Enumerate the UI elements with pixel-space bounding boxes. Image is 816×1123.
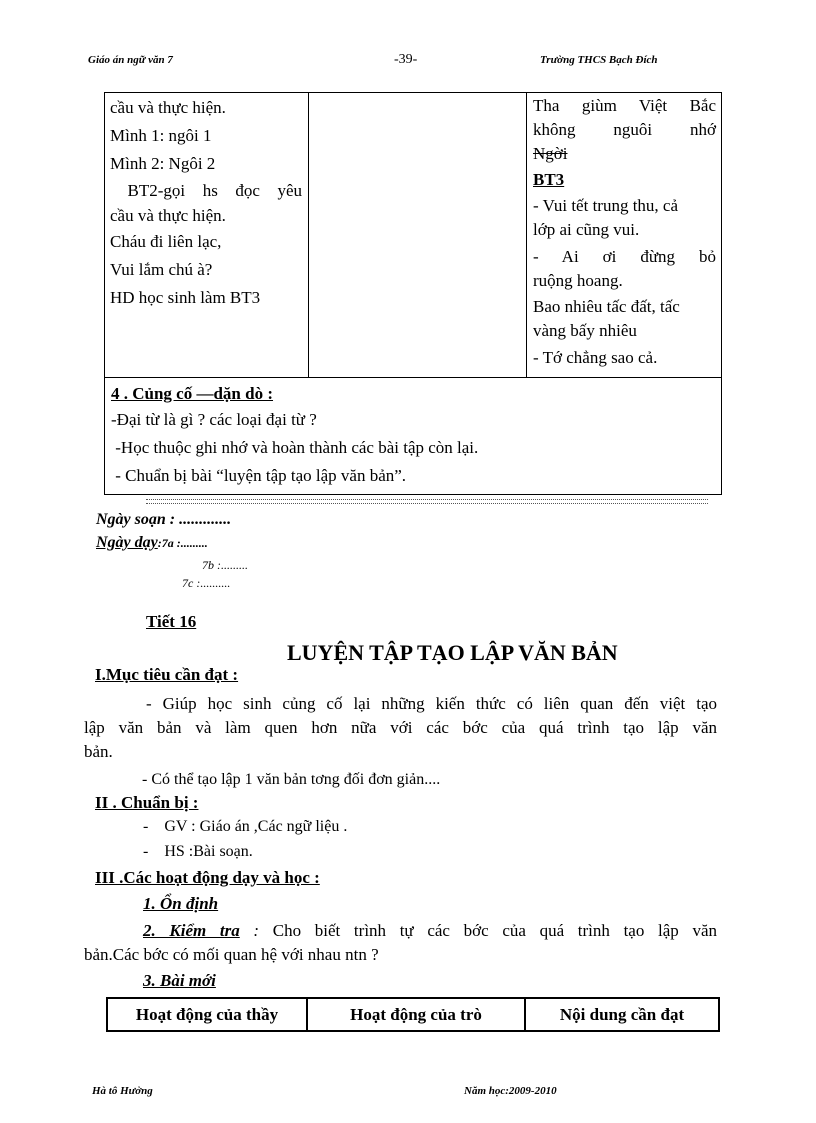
preparation-item: - GV : Giáo án ,Các ngữ liệu .: [143, 818, 348, 835]
column-divider: [308, 93, 309, 377]
objective-line: bản.: [84, 742, 113, 761]
consolidation-item: -Đại từ là gì ? các loại đại từ ?: [111, 410, 317, 429]
footer-school-year: Năm học:2009-2010: [464, 1085, 557, 1097]
class-7b: 7b :.........: [202, 558, 248, 572]
date-prepared-value: .............: [179, 511, 232, 528]
date-prepared-label: Ngày soạn :: [96, 511, 176, 528]
step-check-continued: bản.Các bớc có mối quan hệ với nhau ntn ?: [84, 945, 379, 964]
cell-line: cầu và thực hiện.: [110, 206, 226, 225]
section-objectives-heading: I.Mục tiêu cần đạt :: [95, 665, 239, 684]
teacher-activity-cell: [110, 94, 302, 312]
objective-line: lập văn bản và làm quen hơn nữa với các bớc của quá trình tạo lập văn: [84, 718, 717, 737]
header-right: Trường THCS Bạch Đích: [540, 54, 658, 66]
cell-line: Cháu đi liên lạc,: [110, 232, 222, 251]
cell-line: Mình 2: Ngôi 2: [110, 154, 216, 173]
cell-line: Mình 1: ngôi 1: [110, 126, 212, 145]
cell-line: - Vui tết trung thu, cả: [533, 196, 679, 215]
class-7c: 7c :..........: [182, 576, 231, 590]
cell-line: - Ai ơi đừng bỏ: [533, 247, 716, 266]
cell-line: lớp ai cũng vui.: [533, 220, 640, 239]
column-header-teacher: Hoạt động của thầy: [108, 999, 308, 1030]
cell-line: HD học sinh làm BT3: [110, 288, 261, 307]
cell-line: ruộng hoang.: [533, 271, 623, 290]
cell-line: Vui lắm chú à?: [110, 260, 213, 279]
activity-table-header: [106, 997, 720, 1032]
cell-line: không nguôi nhớ: [533, 120, 716, 139]
consolidation-heading: 4 . Củng cố —dặn dò :: [111, 384, 274, 403]
consolidation-item: - Chuẩn bị bài “luyện tập tạo lập văn bản”.: [111, 466, 407, 485]
cell-line: Tha giùm Việt Bắc: [533, 96, 716, 115]
page-number: -39-: [394, 52, 418, 67]
step-check-label: 2. Kiểm tra: [143, 921, 240, 940]
cell-line: Bao nhiêu tấc đất, tấc: [533, 297, 680, 316]
step-check: [143, 919, 717, 943]
step-new-lesson: 3. Bài mới: [143, 971, 216, 990]
content-cell: [533, 94, 716, 370]
section-activities-heading: III .Các hoạt động dạy và học :: [95, 868, 320, 887]
objective-line: - Có thể tạo lập 1 văn bản tơng đối đơn giản....: [142, 771, 441, 788]
column-divider: [526, 93, 527, 377]
column-header-student: Hoạt động của trò: [308, 999, 526, 1030]
cell-line: - Tớ chẳng sao cả.: [533, 348, 658, 367]
step-check-colon: :: [239, 921, 273, 940]
cell-line: cầu và thực hiện.: [110, 98, 226, 117]
section-preparation-heading: II . Chuẩn bị :: [95, 793, 199, 812]
consolidation-item: -Học thuộc ghi nhớ và hoàn thành các bài tập còn lại.: [111, 438, 479, 457]
divider: [146, 503, 708, 504]
step-stabilize: 1. Ổn định: [143, 894, 219, 913]
divider: [146, 499, 708, 500]
lesson-period: Tiết 16: [146, 612, 197, 631]
date-prepared: [96, 511, 231, 529]
column-header-content: Nội dung cần đạt: [559, 1004, 685, 1024]
header-left: Giáo án ngữ văn 7: [88, 54, 173, 66]
date-taught: [96, 534, 208, 552]
cell-line: Ngời: [533, 144, 568, 163]
consolidation-box: [104, 377, 722, 495]
page-title: LUYỆN TẬP TẠO LẬP VĂN BẢN: [287, 640, 618, 665]
step-check-text: Cho biết trình tự các bớc của quá trình tạo lập văn: [272, 921, 717, 940]
bt3-heading: BT3: [533, 170, 565, 189]
cell-line: BT2-gọi hs đọc yêu: [110, 181, 302, 200]
class-7a: :7a :.........: [157, 536, 208, 550]
objective-line: - Giúp học sinh củng cố lại những kiến thức có liên quan đến việt tạo: [146, 694, 717, 713]
cell-line: vàng bấy nhiêu: [533, 321, 637, 340]
preparation-item: - HS :Bài soạn.: [143, 843, 253, 860]
footer-author: Hà tô Hưởng: [92, 1085, 153, 1097]
date-taught-label: Ngày dạy: [96, 534, 158, 551]
